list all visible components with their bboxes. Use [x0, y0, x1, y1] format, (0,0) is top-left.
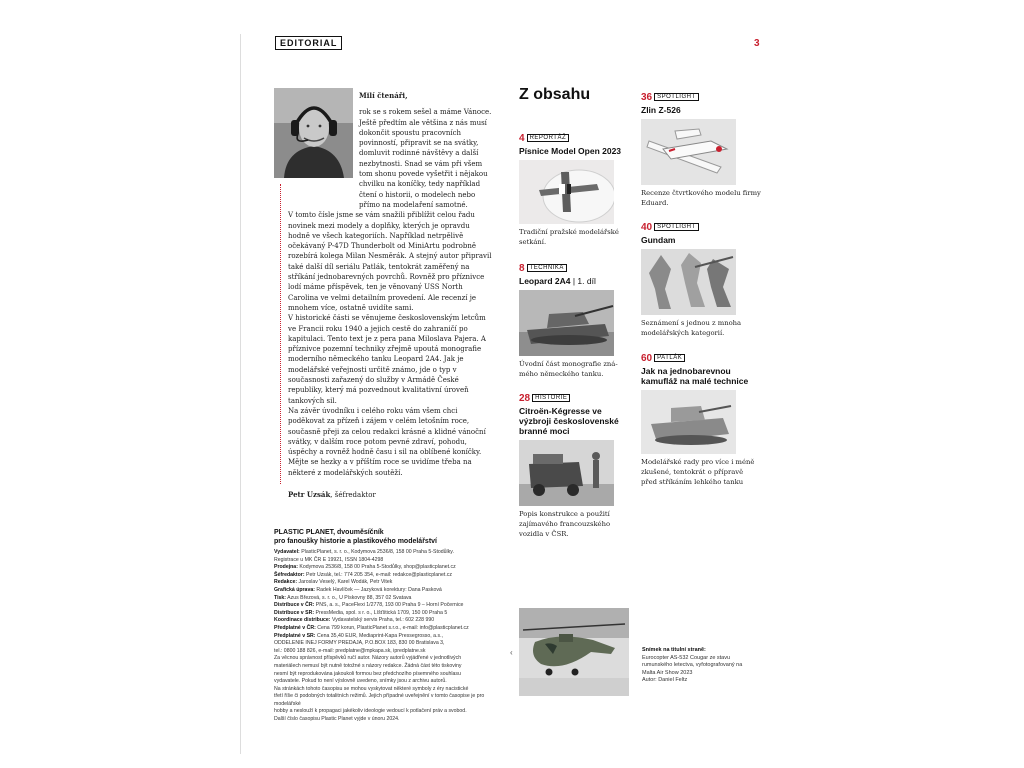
imprint-line-text: vydavatele. Pokud to není výslovně uvedeno, snímky jsou z archivu autorů. [274, 678, 447, 685]
imprint-line-text: Cena 35,40 EUR, Mediaprint-Kapa Pressegrosso, a.s., [315, 632, 443, 639]
imprint-line [274, 678, 504, 686]
imprint-line-text: Azus Březová, s. r. o., U Pískovny 88, 357 02 Svatava [286, 594, 412, 601]
page-edge-rule [240, 34, 241, 754]
cover-photo [519, 608, 629, 696]
imprint-subheading: pro fanoušky historie a plastikového modelářství [274, 538, 437, 545]
item-description: Tradiční pražské modelářské setkání. [519, 228, 619, 246]
contents-item[interactable] [641, 348, 761, 487]
item-title: Citroën-Kégresse ve výzbroji československé branné moci [519, 406, 619, 436]
item-thumbnail [641, 249, 736, 315]
imprint-line [274, 663, 504, 671]
signature-name: Petr Uzsák [288, 489, 331, 499]
imprint-line-label: Šéfredaktor: [274, 571, 305, 578]
item-page-number: 4 [519, 133, 525, 144]
signature-role: , šéfredaktor [330, 490, 376, 499]
imprint-line [274, 693, 504, 708]
imprint-line [274, 610, 504, 618]
contents-item[interactable] [519, 128, 629, 247]
imprint-line-text: Vydavatelský servis Praha, tel.: 602 228 990 [330, 617, 435, 624]
imprint-line-text: hobby a neslouží k propagaci jakékoliv ideologie vedoucí k potlačení práv a svobod. [274, 708, 467, 715]
imprint-line [274, 587, 504, 595]
item-title: Jak na jednobarevnou kamufláž na malé technice [641, 366, 749, 386]
imprint-line-label: Distribuce v ČR: [274, 602, 315, 609]
imprint-line-text: ODDELENIE INEJ FORMY PREDAJA, P.O.BOX 183, 830 00 Bratislava 3, [274, 640, 445, 647]
imprint-line-text: PressMedia, spol. s r. o., Líšťštická 1709, 150 00 Praha 5 [314, 609, 448, 616]
imprint-line-label: Vydavatel: [274, 549, 300, 555]
imprint-line [274, 633, 504, 641]
item-thumbnail [641, 390, 736, 454]
imprint-line-text: Za věcnou správnost příspěvků ručí autor. Názory autorů vyjádřené v jednotlivých [274, 655, 462, 662]
imprint-line-label: Redakce: [274, 579, 298, 586]
contents-item[interactable] [641, 217, 761, 338]
imprint-line [274, 716, 504, 724]
item-thumbnail [519, 440, 614, 506]
item-description: Popis konstrukce a použití zajímavého francouzského vozidla v ČSR. [519, 510, 611, 538]
imprint-line-text: Na stránkách tohoto časopisu se mohou vyskytovat některé symboly z éry nacistické [274, 685, 469, 692]
editorial-signature [288, 490, 493, 500]
imprint [274, 528, 504, 724]
imprint-line [274, 549, 504, 557]
imprint-line-text: Registrace u MK ČR E 19921, ISSN 1804-4298 [274, 556, 384, 563]
editorial-text [288, 91, 493, 500]
imprint-line-text: Další číslo časopisu Plastic Planet vyjde v únoru 2024. [274, 716, 400, 723]
imprint-line-label: Grafická úprava: [274, 586, 315, 593]
imprint-line-text: tel.: 0800 188 826, e-mail: predplatne@mpkapa.sk, ipredplatne.sk [274, 647, 426, 654]
imprint-lines [274, 549, 504, 724]
item-category: SPOTLIGHT [654, 223, 699, 231]
cover-caption-author: Autor: Daniel Feltz [642, 677, 688, 683]
contents-heading: Z obsahu [519, 86, 591, 103]
imprint-heading: PLASTIC PLANET, dvouměsíčník [274, 529, 384, 536]
item-title: Leopard 2A4 | 1. díl [519, 276, 596, 286]
imprint-line-text: třetí říše či podobných totalitních režimů. Jejich případné uveřejnění v tomto časopise je pro modelářské [274, 693, 485, 707]
cover-caption [642, 647, 752, 685]
item-category: TECHNIKA [527, 264, 567, 272]
imprint-line-text: materiálech nemusí být nutně totožné s názory redakce. Žádná část této tiskoviny [274, 662, 462, 669]
item-title: Písnice Model Open 2023 [519, 146, 622, 156]
imprint-line-text: PlasticPlanet, s. r. o., Kodymova 2536/8, 158 00 Praha 5-Stodůlky. [299, 549, 454, 555]
imprint-line-label: Tisk: [274, 594, 287, 601]
item-category: HISTORIE [532, 394, 570, 402]
cover-caption-text: Eurocopter AS-532 Cougar ze stavu rumunského letectva, vyfotografovaný na Malta Air Show 2023 [642, 654, 743, 676]
item-page-number: 28 [519, 393, 531, 404]
imprint-line-text: Jaroslav Veselý, Karel Wodák, Petr Vitek [297, 579, 393, 586]
imprint-line [274, 708, 504, 716]
imprint-line [274, 640, 504, 648]
editorial-paragraph: V tomto čísle jsme se vám snažili přiblížit celou řadu novinek mezi modely a doplňky, kterých je opravdu hodně ve všech kategoriích. Například netrpělivě očekávaný P-47D Thunderbolt od MiniArtu podrobně rozebírá kolega Milan Nesměrák. A stejný autor připravil také další díl seriálu Patlák, tentokrát zaměřený na stříkání jednobarevných povrchů. Rovněž pro příznivce lodí máme příspěvek, ten je věnovaný USS North Carolina ve velmi detailním provedení. Ale recenzí je mnohem více, ostatně uvidíte sami. [288, 211, 492, 312]
contents-item[interactable] [641, 87, 761, 208]
imprint-line-label: Prodejna: [274, 564, 298, 571]
section-tag: EDITORIAL [275, 36, 342, 50]
imprint-line-text: nesmí být reprodukována jakoukoli formou bez předchozího písemného souhlasu [274, 670, 461, 677]
item-category: REPORTÁŽ [527, 134, 570, 142]
imprint-line-text: Kodymova 2536/8, 158 00 Praha 5-Stodůlky, shop@plasticplanet.cz [297, 564, 456, 571]
item-category: SPOTLIGHT [654, 93, 699, 101]
item-page-number: 40 [641, 222, 653, 233]
editorial-greeting: Milí čtenáři, [359, 91, 408, 100]
editorial-margin-rule [280, 184, 281, 484]
imprint-line-text: Radek Havlíček — Jazyková korektury: Dana Pasková [314, 586, 442, 593]
editorial-paragraph: rok se s rokem sešel a máme Vánoce. Ještě předtím ale většina z nás musí dokončit spoustu pracovních povinností, připravit se na svátky, domluvit rodinné návštěvy a další nezbytnosti. Snad se vám při všem tom shonu povede vyšetřit i nějakou chvilku na koníčky, tedy například čtení o historii, o modelech nebo přímo na modelaření samotné. [359, 108, 492, 209]
item-description: Recenze čtvrtkového modelu firmy Eduard. [641, 189, 761, 207]
item-page-number: 36 [641, 92, 653, 103]
page-number: 3 [754, 38, 760, 49]
item-category: PATLÁK [654, 354, 685, 362]
cover-caption-heading: Snímek na titulní straně: [642, 647, 706, 653]
imprint-line-label: Předplatné v ČR: [274, 624, 316, 631]
imprint-line-label: Předplatné v SR: [274, 632, 316, 639]
item-description: Úvodní část monografie zná-mého německého tanku. [519, 360, 618, 378]
editorial-paragraph: V historické části se věnujeme československým letcům ve Francii roku 1940 a jejich cestě do zahraničí po kapitulaci. Tento text je z pera pana Miloslava Pajera. A příznivce pozemní techniky zřejmě upoutá monografie moderního německého tanku Leopard 2A4. Jak je modelářské veřejnosti určitě známo, jde o typ v současnosti zařazený do služby v Armádě České republiky, který má pozvednout kvalitativní úroveň tankových sil. [288, 314, 486, 405]
imprint-line [274, 564, 504, 572]
item-title: Zlin Z-526 [641, 105, 681, 115]
imprint-line-label: Koordinace distribuce: [274, 617, 331, 624]
item-thumbnail [519, 160, 614, 224]
imprint-line-text: Petr Uzsák, tel.: 774 205 354, e-mail: redakce@plasticplanet.cz [304, 571, 452, 578]
contents-item[interactable] [519, 258, 629, 379]
item-title: Gundam [641, 235, 676, 245]
imprint-line-text: PNS, a. s., PaceFlexi 1/2778, 193 00 Praha 9 – Horní Počernice [314, 602, 464, 609]
editorial-paragraph: Na závěr úvodníku i celého roku vám všem chci poděkovat za přízeň i zájem v celém letošním roce, současně přeji za celou redakci krásné a klidné vánoční svátky, v dalším roce potom pevné zdraví, pohodu, úspěchy a rovněž hodně času i sil na oblíbené koníčky. Mějte se hezky a v příštím roce se uvidíme třeba na některé z modelářských soutěží. [288, 406, 486, 477]
item-description: Seznámení s jednou z mnoha modelářských kategorií. [641, 319, 742, 337]
cover-arrow-icon: ‹ [510, 648, 513, 657]
item-thumbnail [641, 119, 736, 185]
imprint-line [274, 579, 504, 587]
imprint-line-label: Distribuce v SR: [274, 609, 315, 616]
imprint-line [274, 602, 504, 610]
item-page-number: 60 [641, 353, 653, 364]
imprint-line [274, 617, 504, 625]
contents-item[interactable] [519, 388, 631, 539]
imprint-line [274, 655, 504, 663]
imprint-line [274, 671, 504, 679]
imprint-line-text: Cena 799 korun, PlasticPlanet s.r.o., e-mail: info@plasticplanet.cz [315, 624, 469, 631]
item-page-number: 8 [519, 263, 525, 274]
item-description: Modelářské rady pro více i méně zkušené, tentokrát o přípravě před stříkáním lehkého tanku [641, 458, 755, 486]
imprint-line [274, 625, 504, 633]
item-thumbnail [519, 290, 614, 356]
imprint-line [274, 572, 504, 580]
